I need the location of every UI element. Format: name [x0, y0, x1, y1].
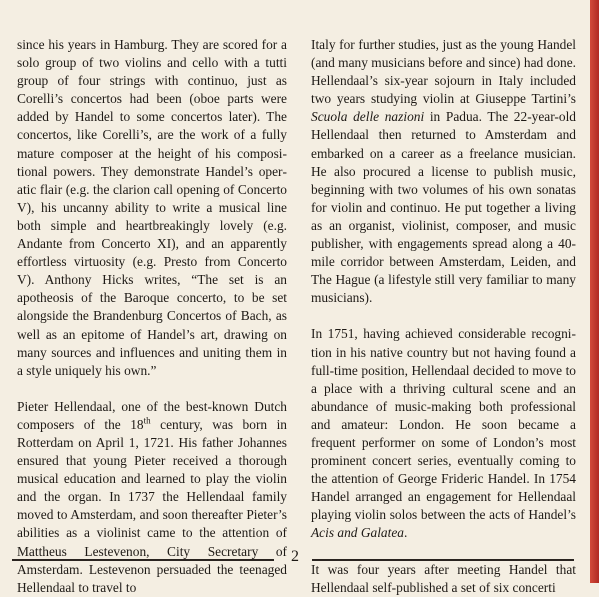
- footer-rule-right: [312, 559, 574, 561]
- italic-title: Acis and Galatea: [311, 525, 404, 541]
- paragraph-concerti: It was four years after meeting Handel that Hellendaal self-published a set of six concerti: [311, 561, 576, 595]
- page-number: 2: [291, 548, 299, 565]
- superscript-ordinal: th: [143, 415, 151, 426]
- right-column: [311, 36, 576, 597]
- red-page-edge: [590, 0, 599, 583]
- left-column: [17, 36, 287, 597]
- text-run: century, was born in Rotterdam on April 1, 1721. His father Johannes ensured that young Pieter received a thorough musical education and learned to play the violin and the organ. In 1737 the Hellendaal family moved to Amsterdam, and soon thereafter Pieter’s abilities as a violinist came to the attention of Mattheus Lestevenon, City Secretary of Amsterdam. Lestevenon persuaded the teenaged Hellendaal to travel to: [17, 416, 288, 595]
- text-run: Italy for further studies, just as the young Handel (and many musicians before and since) had done. Hellendaal’s six-year sojourn in Italy included two years studying violin at Giuseppe Tartini’s: [311, 37, 576, 107]
- paragraph-london-move: [311, 325, 576, 542]
- text-run: Pieter Hellendaal, one of the best-known Dutch composers of the 18: [17, 398, 287, 432]
- paragraph-hellendaal-biography: [17, 398, 287, 597]
- paragraph-handel-concertos: since his years in Hamburg. They are scored for a solo group of two violins and cello with a tutti group of four strings with continuo, just as Corelli’s concertos had been (oboe parts were added by Handel to some concertos later). The concertos, like Corelli’s, are the work of a fully mature composer at the height of his compositional powers. They demonstrate Handel’s operatic flair (e.g. the clarion call opening of Concerto V), his uncanny ability to write a musical line both simple and heartbreakingly lovely (e.g. Andante from Concerto XI), and an apparently effortless virtuosity (e.g. Presto from Concerto V). Anthony Hicks writes, “The set is an apotheosis of the Baroque concerto, to be set alongside the Brandenburg Concertos of Bach, as well as an epitome of Handel’s art, drawing on many sources and influences and uniting them in a style uniquely his own.”: [17, 37, 287, 378]
- footer-rule-left: [12, 559, 274, 561]
- italic-title: Scuola delle nazioni: [311, 109, 425, 125]
- paragraph-italy-studies: [311, 36, 576, 307]
- text-run: in Padua. The 22-year-old Hellendaal then returned to Amsterdam and embarked on a career as a freelance musician. He also procured a license to publish music, beginning with two volumes of his own sonatas for violin and continuo. He put together a living as an organist, violinist, composer, and music publisher, with engagements spread along a 40-mile corridor between Amsterdam, Leiden, and The Hague (a lifestyle still very familiar to many musicians).: [311, 109, 576, 306]
- text-run: In 1751, having achieved considerable recognition in his native country but not having found a full-time position, Hellendaal decided to move to a place with a thriving cultural scene and an abundance of music-making both professional and amateur: London. He soon became a frequent performer on some of London’s most prominent concert series, eventually coming to the attention of George Frideric Handel. In 1754 Handel arranged an engagement for Hellendaal playing violin solos between the acts of Handel’s: [311, 326, 576, 523]
- text-run: .: [403, 525, 408, 541]
